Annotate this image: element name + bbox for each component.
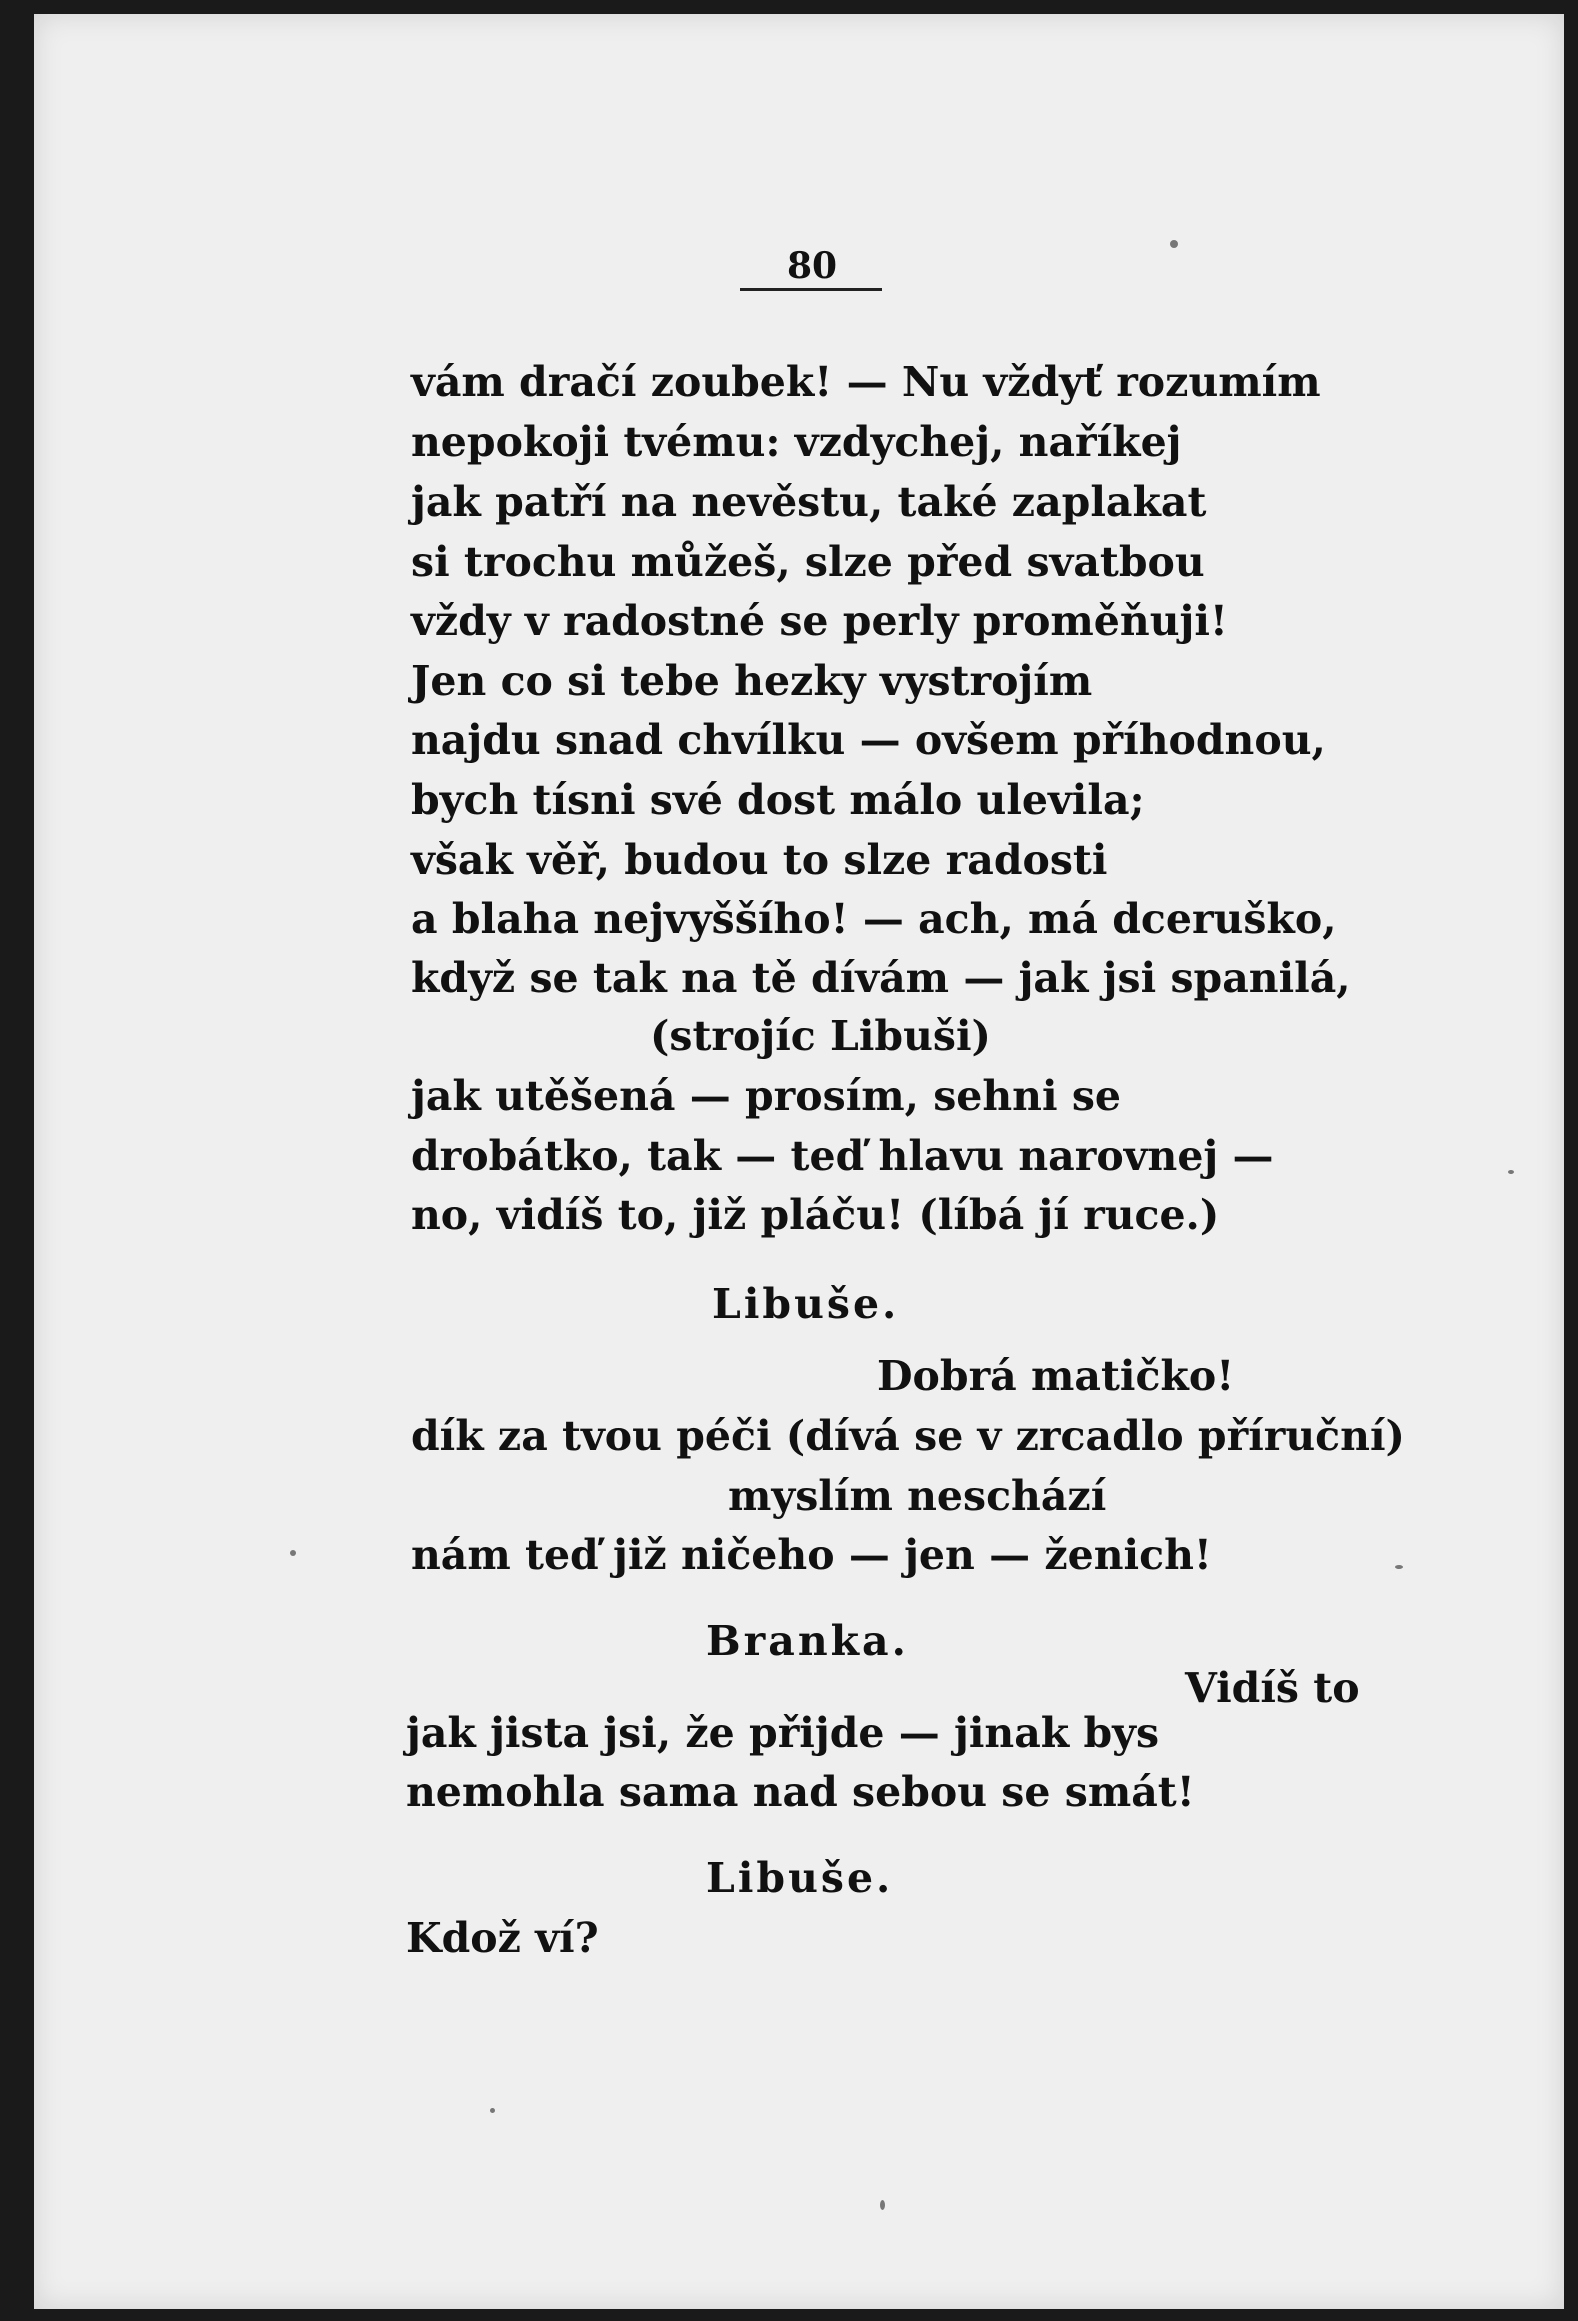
verse-line: najdu snad chvílku — ovšem příhodnou, [411, 716, 1326, 764]
verse-line: Vidíš to [1185, 1664, 1360, 1712]
verse-line: nemohla sama nad sebou se smát! [406, 1768, 1195, 1816]
verse-line: jak jista jsi, že přijde — jinak bys [406, 1709, 1160, 1757]
paper-speck [290, 1550, 296, 1556]
verse-line: když se tak na tě dívám — jak jsi spanilá, [411, 954, 1351, 1002]
verse-line: dík za tvou péči (dívá se v zrcadlo příruční) [411, 1412, 1405, 1460]
verse-line: myslím neschází [728, 1472, 1107, 1520]
verse-line: vám dračí zoubek! — Nu vždyť rozumím [411, 358, 1321, 406]
speaker-name: Libuše. [706, 1854, 894, 1902]
verse-line: nám teď již ničeho — jen — ženich! [411, 1531, 1212, 1579]
verse-line: a blaha nejvyššího! — ach, má dceruško, [411, 895, 1337, 943]
paper-speck [1395, 1565, 1403, 1569]
page-number: 80 [787, 245, 838, 287]
verse-line: bych tísni své dost málo ulevila; [411, 776, 1145, 824]
paper-speck [880, 2200, 885, 2210]
verse-line: si trochu můžeš, slze před svatbou [411, 538, 1205, 586]
verse-line: však věř, budou to slze radosti [411, 836, 1108, 884]
paper-speck [1170, 240, 1178, 248]
paper-speck [490, 2108, 495, 2113]
verse-line: Dobrá matičko! [877, 1352, 1235, 1400]
verse-line: jak patří na nevěstu, také zaplakat [411, 478, 1207, 526]
speaker-name: Branka. [706, 1617, 909, 1665]
stage-direction: (strojíc Libuši) [650, 1012, 991, 1060]
verse-line: vždy v radostné se perly proměňuji! [411, 597, 1228, 645]
verse-line: Jen co si tebe hezky vystrojím [411, 657, 1093, 705]
verse-line: drobátko, tak — teď hlavu narovnej — [411, 1132, 1274, 1180]
verse-line: nepokoji tvému: vzdychej, naříkej [411, 418, 1182, 466]
verse-line: no, vidíš to, již pláču! (líbá jí ruce.) [411, 1191, 1220, 1239]
verse-line: jak utěšená — prosím, sehni se [411, 1072, 1122, 1120]
paper-speck [1508, 1170, 1514, 1174]
speaker-name: Libuše. [712, 1280, 900, 1328]
page-number-rule [740, 288, 882, 291]
verse-line: Kdož ví? [406, 1914, 599, 1962]
